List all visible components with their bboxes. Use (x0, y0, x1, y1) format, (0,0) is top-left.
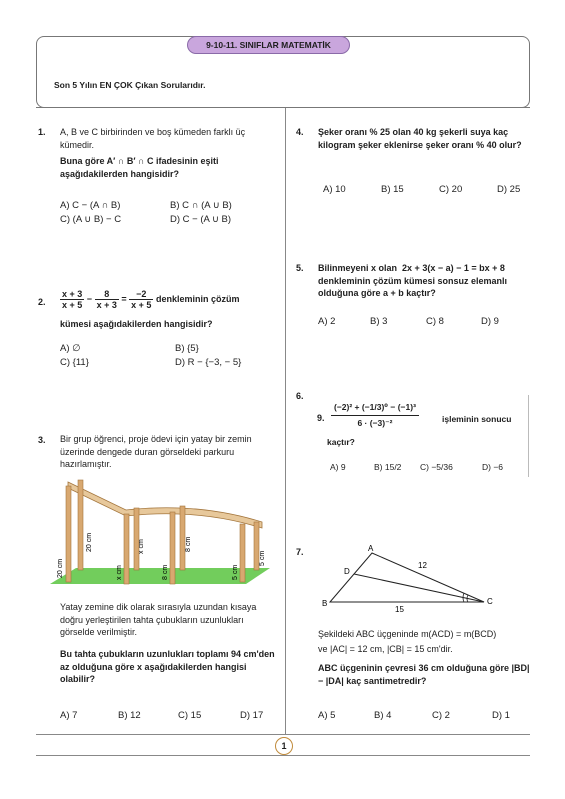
q2-text-after: denkleminin çözüm (155, 293, 240, 304)
q4-option-a[interactable]: A) 10 (323, 184, 346, 195)
q6-denominator: 6 · (−3)⁻² (357, 418, 393, 428)
page-subtitle: Son 5 Yılın EN ÇOK Çıkan Sorularıdır. (54, 80, 206, 90)
label-x-back: x cm (138, 539, 145, 554)
q4-number: 4. (296, 127, 304, 137)
pole-2-back (134, 508, 139, 570)
q3-option-c[interactable]: C) 15 (178, 710, 202, 721)
pole-3 (170, 512, 175, 584)
q6-side-rule (528, 395, 529, 477)
divider-footer (36, 755, 530, 756)
q7-text-1: Şekildeki ABC üçgeninde m(ACD) = m(BCD) (318, 629, 497, 639)
q7-option-a[interactable]: A) 5 (318, 710, 336, 721)
q7-triangle-figure (316, 543, 496, 615)
q7-option-c[interactable]: C) 2 (432, 710, 450, 721)
q5-option-a[interactable]: A) 2 (318, 316, 336, 327)
q5-equation: 2x + 3(x − a) − 1 = bx + 8 (402, 263, 505, 273)
q2-option-b[interactable]: B) {5} (175, 343, 199, 354)
q6-number: 6. (296, 391, 304, 401)
q5-option-c[interactable]: C) 8 (426, 316, 444, 327)
label-5cm-front: 5 cm (232, 564, 239, 580)
q3-number: 3. (38, 435, 46, 445)
label-8cm-front: 8 cm (162, 564, 169, 580)
q1-option-c[interactable]: C) (A ∪ B) − C (60, 214, 122, 225)
q6-text-after: işleminin sonucu (442, 414, 512, 424)
pole-2 (124, 514, 129, 584)
q7-number: 7. (296, 547, 304, 557)
column-divider (285, 108, 286, 734)
q1-number: 1. (38, 127, 46, 137)
divider-bottom (36, 734, 530, 735)
q6-numerator: (−2)² + (−1/3)⁰ − (−1)³ (331, 402, 419, 416)
triangle-abc (330, 553, 484, 602)
q2-option-c[interactable]: C) {11} (60, 357, 89, 368)
q2-question: kümesi aşağıdakilerden hangisidir? (60, 319, 213, 329)
q2-fraction-1: $\frac{x + 3}{x + 5}$ (62, 289, 83, 310)
q6-option-c[interactable]: C) −5/36 (420, 462, 453, 472)
label-20cm-front: 20 cm (57, 558, 64, 578)
q7-text-2: ve |AC| = 12 cm, |CB| = 15 cm'dir. (318, 644, 453, 654)
q4-option-b[interactable]: B) 15 (381, 184, 404, 195)
q4-question: Şeker oranı % 25 olan 40 kg şekerli suya kaç kilogram şeker eklenirse şeker oranı % 40 olur? (318, 127, 522, 150)
q1-option-a[interactable]: A) C − (A ∩ B) (60, 200, 121, 211)
q2-fraction-3: $\frac{-2}{x + 5}$ (131, 289, 152, 310)
divider-top (36, 107, 530, 108)
q3-text-2: Yatay zemine dik olarak sırasıyla uzundan kısaya doğru yerleştirilen tahta çubukların uzunlukları görselde verilmiştir. (60, 602, 257, 637)
label-20cm-back: 20 cm (86, 532, 93, 552)
q5-option-b[interactable]: B) 3 (370, 316, 388, 327)
q1-option-d[interactable]: D) C − (A ∪ B) (170, 214, 232, 225)
vertex-c-label: C (487, 597, 493, 606)
q5-number: 5. (296, 263, 304, 273)
q7-question: ABC üçgeninin çevresi 36 cm olduğuna göre |BD| − |DA| kaç santimetredir? (318, 663, 530, 686)
q2-equation: $\frac{x + 3}{x + 5}$ − $\frac{8}{x + 3}$ = $\frac{-2}{x + 5}$ denkleminin çözüm (62, 289, 240, 310)
q4-option-c[interactable]: C) 20 (439, 184, 463, 195)
q6-question: kaçtır? (327, 437, 355, 447)
q2-number: 2. (38, 297, 46, 307)
segment-cd (354, 574, 484, 602)
q2-option-d[interactable]: D) R − {−3, − 5} (175, 357, 242, 368)
q7-option-b[interactable]: B) 4 (374, 710, 392, 721)
q4-option-d[interactable]: D) 25 (497, 184, 521, 195)
q3-option-a[interactable]: A) 7 (60, 710, 78, 721)
page-number: 1 (275, 737, 293, 755)
q6-option-d[interactable]: D) −6 (482, 462, 504, 472)
q6-inner-number: 9. (317, 413, 325, 423)
q6-option-b[interactable]: B) 15/2 (374, 462, 402, 472)
q3-question: Bu tahta çubukların uzunlukları toplamı 94 cm'den az olduğuna göre x aşağıdakilerden hangisi olabilir? (60, 649, 275, 684)
q3-option-d[interactable]: D) 17 (240, 710, 264, 721)
label-8cm-back: 8 cm (185, 536, 192, 552)
q1-question: Buna göre A′ ∩ B′ ∩ C ifadesinin eşiti aşağıdakilerden hangisidir? (60, 156, 219, 179)
side-ac-label: 12 (418, 561, 427, 570)
q5-option-d[interactable]: D) 9 (481, 316, 499, 327)
q5-question: Bilinmeyeni x olan 2x + 3(x − a) − 1 = bx + 8 denkleminin çözüm kümesi sonsuz elemanlı olduğuna göre a + b kaçtır? (318, 263, 508, 298)
q6-option-a[interactable]: A) 9 (330, 462, 346, 472)
q3-option-b[interactable]: B) 12 (118, 710, 141, 721)
point-d-label: D (344, 567, 350, 576)
q3-parkour-figure (48, 474, 276, 596)
label-5cm-back: 5 cm (259, 550, 266, 566)
vertex-a-label: A (368, 544, 374, 553)
side-bc-label: 15 (395, 605, 404, 614)
label-x-front: x cm (116, 565, 123, 580)
vertex-b-label: B (322, 599, 328, 608)
page-title: 9-10-11. SINIFLAR MATEMATİK (187, 36, 350, 54)
pole-4 (240, 524, 245, 582)
q2-option-a[interactable]: A) ∅ (60, 343, 81, 354)
q7-option-d[interactable]: D) 1 (492, 710, 510, 721)
q1-text: A, B ve C birbirinden ve boş kümeden farklı üç kümedir. (60, 127, 246, 150)
q3-text: Bir grup öğrenci, proje ödevi için yatay bir zemin üzerinde dengede duran görseldeki parkuru hazırlamıştır. (60, 434, 252, 469)
ramp-board (68, 482, 262, 528)
q2-fraction-2: $\frac{8}{x + 3}$ (96, 289, 117, 310)
pole-1 (66, 486, 71, 582)
q6-expression (331, 402, 419, 429)
q1-option-b[interactable]: B) C ∩ (A ∪ B) (170, 200, 232, 211)
pole-1-back (78, 480, 83, 570)
